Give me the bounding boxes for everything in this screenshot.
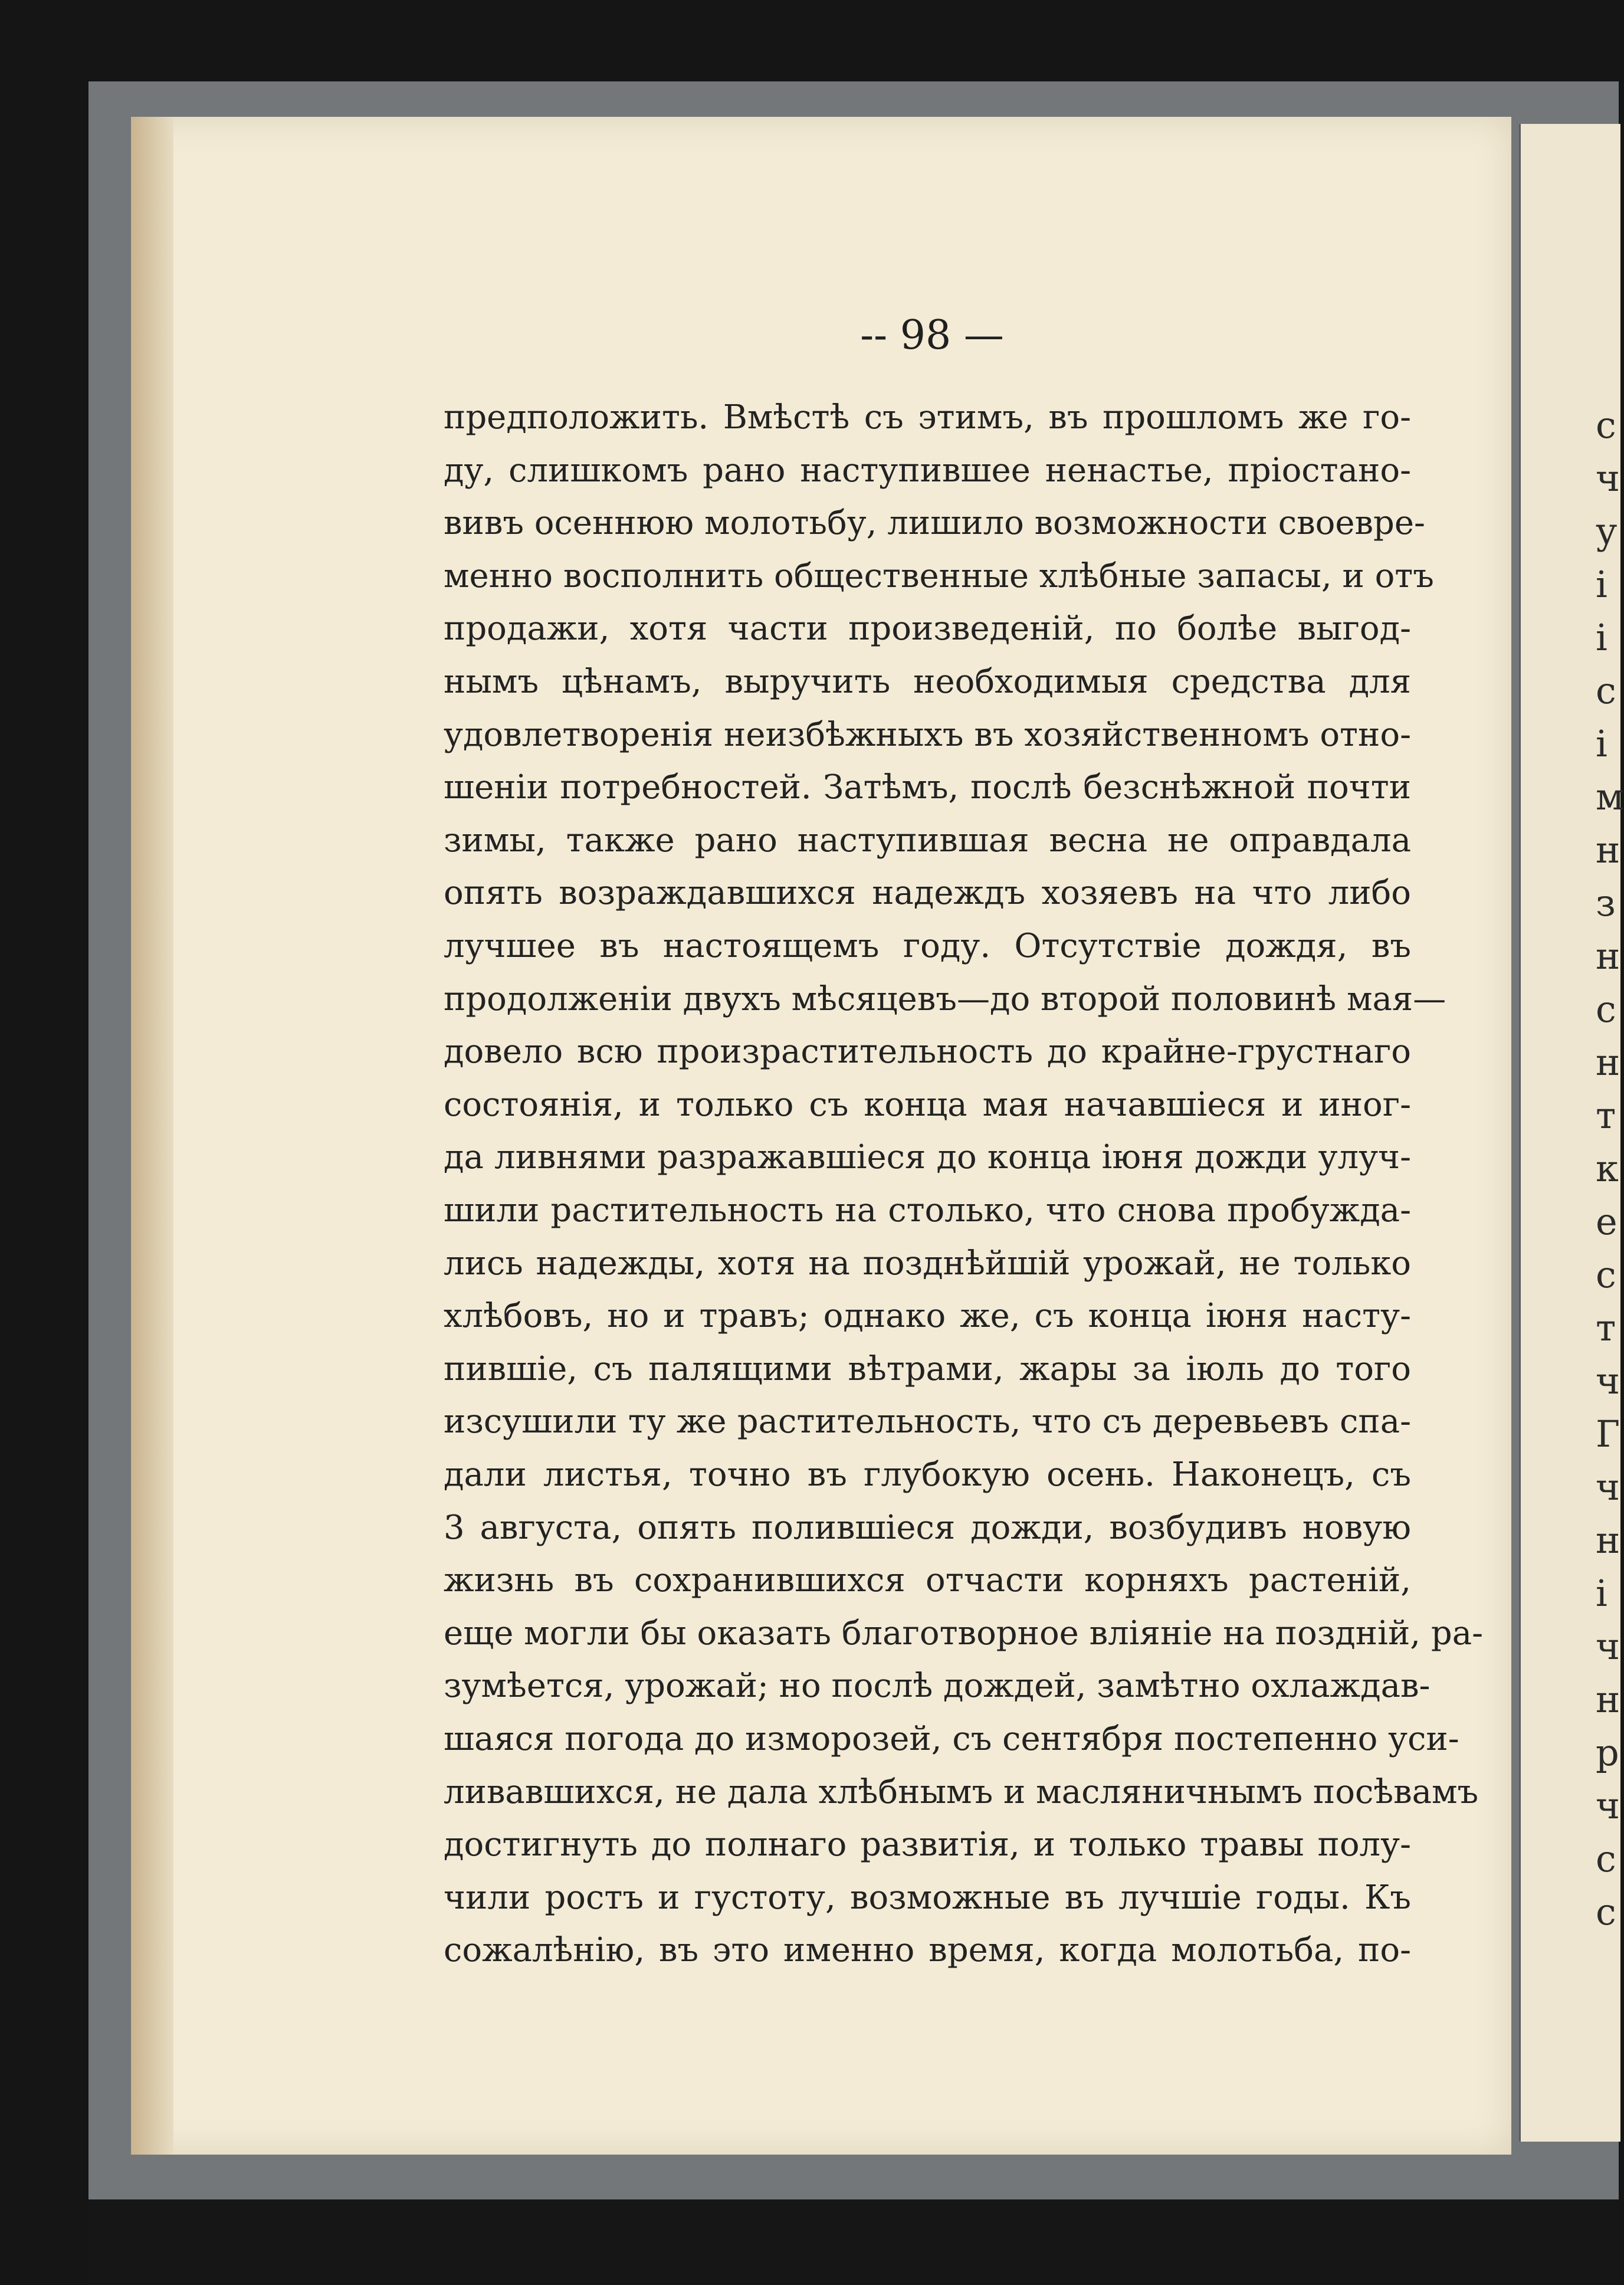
text-line: опять возраждавшихся надеждъ хозяевъ на что либо xyxy=(444,874,1411,913)
page-gutter-shadow xyxy=(131,117,173,2155)
text-line: чили ростъ и густоту, возможные въ лучшіе годы. Къ xyxy=(444,1878,1411,1917)
next-page-letter: і xyxy=(1596,1572,1607,1615)
next-page-letter: н xyxy=(1596,1519,1620,1562)
next-page-letter: м xyxy=(1596,775,1624,818)
next-page-letter: с xyxy=(1596,988,1616,1031)
next-page-letter: к xyxy=(1596,1147,1619,1190)
text-line: зумѣется, урожай; но послѣ дождей, замѣтно охлаждав- xyxy=(444,1667,1431,1706)
text-line: ливавшихся, не дала хлѣбнымъ и масляничнымъ посѣвамъ xyxy=(444,1772,1479,1811)
text-line: 3 августа, опять полившіеся дожди, возбудивъ новую xyxy=(444,1508,1411,1547)
text-line: лучшее въ настоящемъ году. Отсутствіе дождя, въ xyxy=(444,927,1411,965)
text-line: сожалѣнію, въ это именно время, когда молотьба, по- xyxy=(444,1931,1411,1970)
text-line: достигнуть до полнаго развитія, и только травы полу- xyxy=(444,1825,1411,1864)
next-page-letter: с xyxy=(1596,1837,1616,1880)
text-line: жизнь въ сохранившихся отчасти корняхъ растеній, xyxy=(444,1561,1411,1600)
text-line: удовлетворенія неизбѣжныхъ въ хозяйственномъ отно- xyxy=(444,715,1411,754)
text-line: хлѣбовъ, но и травъ; однако же, съ конца іюня насту- xyxy=(444,1297,1411,1336)
next-page-letter: ч xyxy=(1596,1359,1620,1402)
text-line: состоянія, и только съ конца мая начавшіеся и иног- xyxy=(444,1085,1411,1124)
text-line: нымъ цѣнамъ, выручить необходимыя средства для xyxy=(444,663,1411,701)
text-line: лись надежды, хотя на позднѣйшій урожай, не только xyxy=(444,1244,1411,1283)
text-line: довело всю произрастительность до крайне-грустнаго xyxy=(444,1032,1411,1071)
next-page-letter: Г xyxy=(1596,1412,1620,1455)
text-line: шеніи потребностей. Затѣмъ, послѣ безснѣжной почти xyxy=(444,768,1411,807)
next-page-letter: ч xyxy=(1596,457,1620,500)
text-line: предположить. Вмѣстѣ съ этимъ, въ прошломъ же го- xyxy=(444,398,1411,437)
background-lower xyxy=(88,2199,1619,2285)
text-line: ду, слишкомъ рано наступившее ненастье, пріостано- xyxy=(444,451,1411,490)
next-page-letter: с xyxy=(1596,1890,1616,1933)
next-page-letter: р xyxy=(1596,1731,1619,1774)
next-page-letter: т xyxy=(1596,1094,1616,1137)
next-page-letter: н xyxy=(1596,935,1620,978)
next-page-letter: і xyxy=(1596,616,1607,659)
next-page-letter: і xyxy=(1596,722,1607,765)
next-page-letter: н xyxy=(1596,828,1620,871)
next-page-letter: с xyxy=(1596,404,1616,447)
text-line: дали листья, точно въ глубокую осень. Наконецъ, съ xyxy=(444,1455,1411,1494)
text-line: продолженіи двухъ мѣсяцевъ—до второй половинѣ мая— xyxy=(444,979,1446,1018)
next-page-letter: с xyxy=(1596,1253,1616,1296)
text-line: шаяся погода до изморозей, съ сентября постепенно уси- xyxy=(444,1720,1459,1758)
text-line: изсушили ту же растительность, что съ деревьевъ спа- xyxy=(444,1402,1411,1441)
next-page-letter: ч xyxy=(1596,1625,1620,1668)
text-line: менно восполнить общественные хлѣбные запасы, и отъ xyxy=(444,556,1434,595)
text-line: зимы, также рано наступившая весна не оправдала xyxy=(444,821,1411,860)
next-page-letter: ч xyxy=(1596,1466,1620,1509)
next-page-letter: і xyxy=(1596,563,1607,606)
text-line: продажи, хотя части произведеній, по болѣе выгод- xyxy=(444,609,1411,648)
next-page-letter: з xyxy=(1596,881,1616,925)
next-page-letter: у xyxy=(1596,510,1618,553)
text-line: вивъ осеннюю молотьбу, лишило возможности своевре- xyxy=(444,504,1425,543)
text-line: еще могли бы оказать благотворное вліяніе на поздній, ра- xyxy=(444,1614,1484,1653)
next-page-letter: т xyxy=(1596,1306,1616,1349)
next-page-letter: е xyxy=(1596,1200,1618,1243)
text-line: пившіе, съ палящими вѣтрами, жары за іюль до того xyxy=(444,1349,1411,1388)
next-page-letter: ч xyxy=(1596,1784,1620,1827)
text-line: шили растительность на столько, что снова пробужда- xyxy=(444,1191,1411,1230)
next-page-letter: с xyxy=(1596,669,1616,712)
page-number: -- 98 — xyxy=(860,312,1004,359)
next-page-letter: н xyxy=(1596,1041,1620,1084)
next-page-letter: н xyxy=(1596,1678,1620,1721)
text-line: да ливнями разражавшіеся до конца іюня дожди улуч- xyxy=(444,1138,1411,1177)
